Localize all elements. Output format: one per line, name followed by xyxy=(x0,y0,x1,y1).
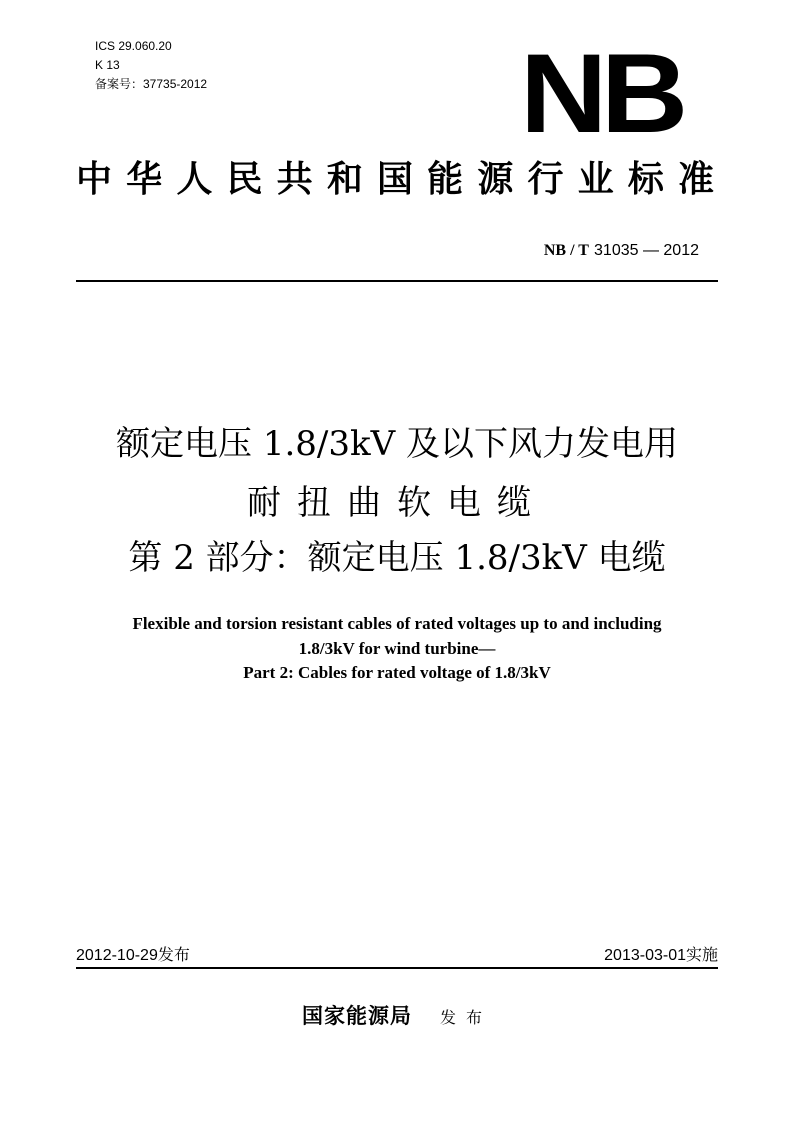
standard-code: 31035 — 2012 xyxy=(594,242,699,259)
english-title-line-3: Part 2: Cables for rated voltage of 1.8/3kV xyxy=(243,663,551,682)
standard-number xyxy=(544,240,699,260)
implementation-date: 2013-03-01实施 xyxy=(604,947,718,964)
chinese-title-line-1: 额定电压 1.8/3kV 及以下风力发电用 xyxy=(116,424,678,464)
nb-logo: NB xyxy=(520,31,682,156)
bottom-divider xyxy=(76,967,718,969)
chinese-title-line-2: 耐扭曲软电缆 xyxy=(247,483,547,523)
ics-code: ICS 29.060.20 xyxy=(95,39,172,53)
issuer-line xyxy=(0,1000,794,1030)
english-title xyxy=(0,612,794,686)
publication-date: 2012-10-29发布 xyxy=(76,947,190,964)
standard-code-prefix: NB / T xyxy=(543,242,589,259)
english-title-line-2: 1.8/3kV for wind turbine— xyxy=(298,638,496,658)
issuing-organization: 国家能源局 xyxy=(301,1004,412,1028)
top-divider xyxy=(76,280,718,282)
ccs-code: K 13 xyxy=(95,58,120,72)
classification-block xyxy=(95,37,207,94)
issue-action: 发布 xyxy=(439,1008,492,1027)
record-number: 备案号：37735-2012 xyxy=(95,77,208,91)
chinese-title-line-3: 第 2 部分：额定电压 1.8/3kV 电缆 xyxy=(128,538,666,578)
english-title-line-1: Flexible and torsion resistant cables of rated voltages up to and including xyxy=(132,614,662,633)
standard-category-title: 中华人民共和国能源行业标准 xyxy=(76,159,718,200)
